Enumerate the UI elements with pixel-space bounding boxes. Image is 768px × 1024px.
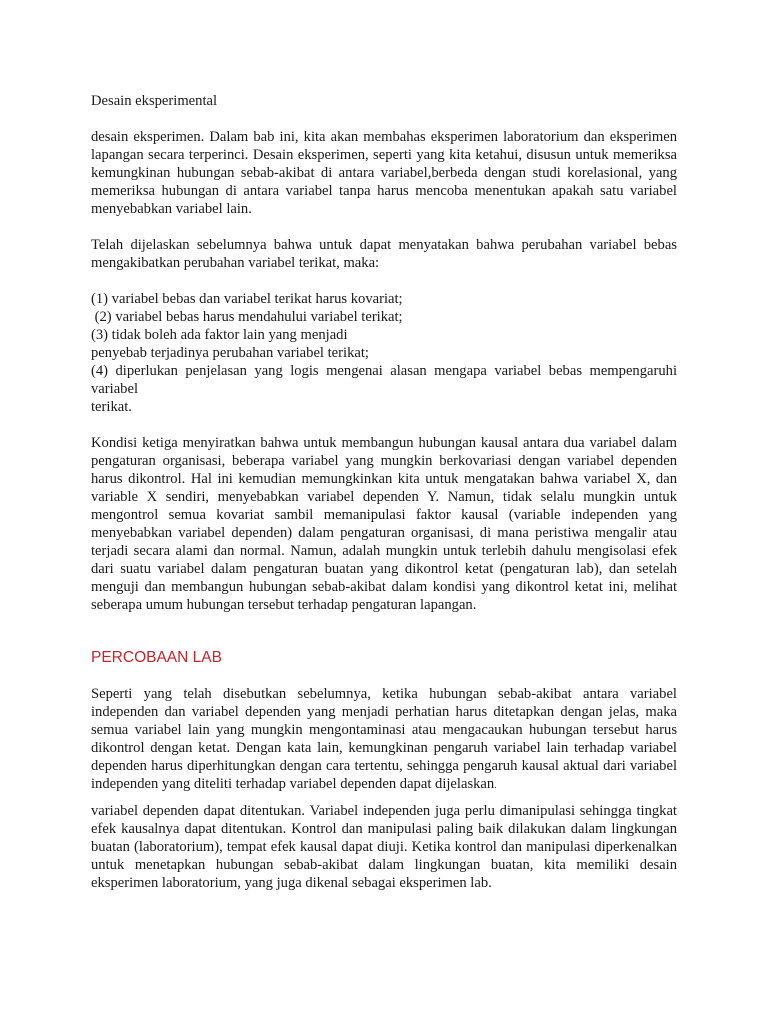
list-item: (3) tidak boleh ada faktor lain yang menjadi (91, 327, 348, 343)
list-item: (2) variabel bebas harus mendahului variabel terikat; (91, 309, 403, 325)
section-heading: PERCOBAAN LAB (91, 649, 222, 666)
document-page (91, 92, 677, 892)
paragraph-lab-experiment-end: . (494, 780, 497, 790)
list-item: penyebab terjadinya perubahan variabel terikat; (91, 345, 369, 361)
list-item: terikat. (91, 399, 132, 415)
list-item: (4) diperlukan penjelasan yang logis mengenai alasan mengapa variabel bebas mempengaruhi variabel (91, 363, 677, 397)
paragraph-conditions-lead: Telah dijelaskan sebelumnya bahwa untuk dapat menyatakan bahwa perubahan variabel bebas mengakibatkan perubahan variabel terikat, maka: (91, 237, 677, 271)
paragraph-lab-experiment-continued: variabel dependen dapat ditentukan. Variabel independen juga perlu dimanipulasi sehingga tingkat efek kausalnya dapat ditentukan. Kontrol dan manipulasi paling baik dilakukan dalam lingkungan buatan (laboratorium), tempat efek kausal dapat diuji. Ketika kontrol dan manipulasi diperkenalkan untuk menetapkan hubungan sebab-akibat dalam lingkungan buatan, kita memiliki desain eksperimen laboratorium, yang juga dikenal sebagai eksperimen lab. (91, 803, 677, 891)
document-title: Desain eksperimental (91, 93, 218, 109)
paragraph-intro: desain eksperimen. Dalam bab ini, kita akan membahas eksperimen laboratorium dan eksperimen lapangan secara terperinci. Desain eksperimen, seperti yang kita ketahui, disusun untuk memeriksa kemungkinan hubungan sebab-akibat di antara variabel,berbeda dengan studi korelasional, yang memeriksa hubungan di antara variabel tanpa harus mencoba menentukan apakah satu variabel menyebabkan variabel lain. (91, 129, 677, 217)
paragraph-lab-experiment (91, 685, 677, 794)
paragraph-third-condition: Kondisi ketiga menyiratkan bahwa untuk membangun hubungan kausal antara dua variabel dalam pengaturan organisasi, beberapa variabel yang mungkin berkovariasi dengan variabel dependen harus dikontrol. Hal ini kemudian memungkinkan kita untuk mengatakan bahwa variabel X, dan variable X sendiri, menyebabkan variabel dependen Y. Namun, tidak selalu mungkin untuk mengontrol semua kovariat sambil memanipulasi faktor kausal (variable independen yang menyebabkan variabel dependen) dalam pengaturan organisasi, di mana peristiwa mengalir atau terjadi secara alami dan normal. Namun, adalah mungkin untuk terlebih dahulu mengisolasi efek dari suatu variabel dalam pengaturan buatan yang dikontrol ketat (pengaturan lab), dan setelah menguji dan membangun hubungan sebab-akibat dalam kondisi yang dikontrol ketat ini, melihat seberapa umum hubungan tersebut terhadap pengaturan lapangan. (91, 435, 677, 613)
paragraph-lab-experiment-text: Seperti yang telah disebutkan sebelumnya, ketika hubungan sebab-akibat antara variabel independen dan variabel dependen yang menjadi perhatian harus ditetapkan dengan jelas, maka semua variabel lain yang mungkin mengontaminasi atau mengacaukan hubungan tersebut harus dikontrol dengan ketat. Dengan kata lain, kemungkinan pengaruh variabel lain terhadap variabel dependen harus diperhitungkan dengan cara tertentu, sehingga pengaruh kausal aktual dari variabel independen yang diteliti terhadap variabel dependen dapat dijelaskan (91, 686, 677, 792)
conditions-list (91, 290, 677, 416)
list-item: (1) variabel bebas dan variabel terikat harus kovariat; (91, 291, 403, 307)
